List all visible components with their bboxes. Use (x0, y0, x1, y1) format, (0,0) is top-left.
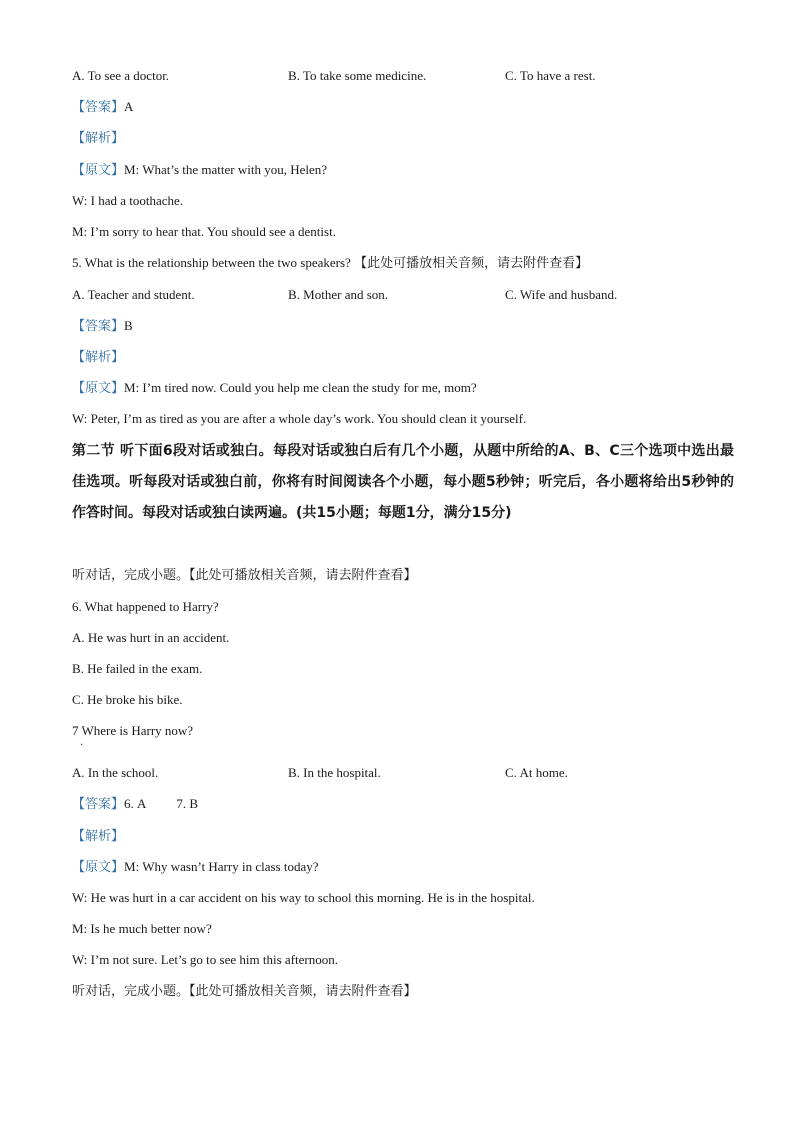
q7-option-a: A. In the school. (72, 765, 159, 780)
q4-option-a: A. To see a doctor. (72, 68, 170, 83)
group1-transcript-line: W: I’m not sure. Let’s go to see him this afternoon. (72, 952, 338, 967)
q5-transcript-line: W: Peter, I’m as tired as you are after a whole day’s work. You should clean it yourself. (72, 411, 527, 426)
group1-transcript-line: M: Is he much better now? (72, 921, 212, 936)
q6-option-b: B. He failed in the exam. (72, 661, 203, 676)
group1-transcript-line: W: He was hurt in a car accident on his way to school this morning. He is in the hospital. (72, 890, 535, 905)
q6-answer: 6. A (124, 796, 147, 811)
q5-analysis (72, 348, 734, 367)
q7-option-c: C. At home. (505, 765, 568, 780)
q5-question: 5. What is the relationship between the two speakers? 【此处可播放相关音频，请去附件查看】 (72, 255, 589, 270)
q5-answer-value: B (124, 318, 133, 333)
q4-transcript-line: M: I’m sorry to hear that. You should see a dentist. (72, 224, 336, 239)
transcript-text: M: What’s the matter with you, Helen? (124, 162, 328, 177)
q4-answer-value: A (124, 99, 134, 114)
group1-analysis (72, 827, 734, 846)
analysis-label: 【解析】 (72, 131, 125, 146)
analysis-label: 【解析】 (72, 350, 125, 365)
q4-transcript-line: W: I had a toothache. (72, 193, 184, 208)
q5-transcript-line (72, 379, 734, 398)
transcript-text: M: Why wasn’t Harry in class today? (124, 859, 319, 874)
q4-analysis (72, 129, 734, 148)
q4-answer (72, 98, 734, 117)
q6-option-c: C. He broke his bike. (72, 692, 183, 707)
group2-prompt: 听对话，完成小题。【此处可播放相关音频，请去附件查看】 (72, 984, 417, 999)
section2-instructions: 第二节 听下面6段对话或独白。每段对话或独白后有几个小题，从题中所给的A、B、C三个选项中选出最佳选项。听每段对话或独白前，你将有时间阅读各个小题，每小题5秒钟；听完后，各小题将给出5秒钟的作答时间。每段对话或独白读两遍。(共15小题；每题1分，满分15分) (72, 443, 734, 521)
answer-label: 【答案】 (72, 797, 125, 812)
q5-option-c: C. Wife and husband. (505, 287, 618, 302)
q5-option-a: A. Teacher and student. (72, 287, 195, 302)
original-label: 【原文】 (72, 860, 125, 875)
q7-question: 7 Where is Harry now? (72, 723, 194, 738)
q6-option-a: A. He was hurt in an accident. (72, 630, 230, 645)
group1-prompt: 听对话，完成小题。【此处可播放相关音频，请去附件查看】 (72, 568, 417, 583)
q5-option-b: B. Mother and son. (288, 287, 389, 302)
analysis-label: 【解析】 (72, 829, 125, 844)
answer-label: 【答案】 (72, 319, 125, 334)
stray-dot: · (80, 740, 84, 751)
q4-option-b: B. To take some medicine. (288, 68, 427, 83)
answer-label: 【答案】 (72, 100, 125, 115)
transcript-text: M: I’m tired now. Could you help me clean the study for me, mom? (124, 380, 477, 395)
q7-answer: 7. B (176, 796, 199, 811)
original-label: 【原文】 (72, 163, 125, 178)
group1-answers (72, 795, 734, 814)
q4-transcript-line (72, 161, 734, 180)
q5-answer (72, 317, 734, 336)
q6-question: 6. What happened to Harry? (72, 599, 219, 614)
group1-transcript-line (72, 858, 734, 877)
original-label: 【原文】 (72, 381, 125, 396)
q4-option-c: C. To have a rest. (505, 68, 596, 83)
q7-option-b: B. In the hospital. (288, 765, 381, 780)
